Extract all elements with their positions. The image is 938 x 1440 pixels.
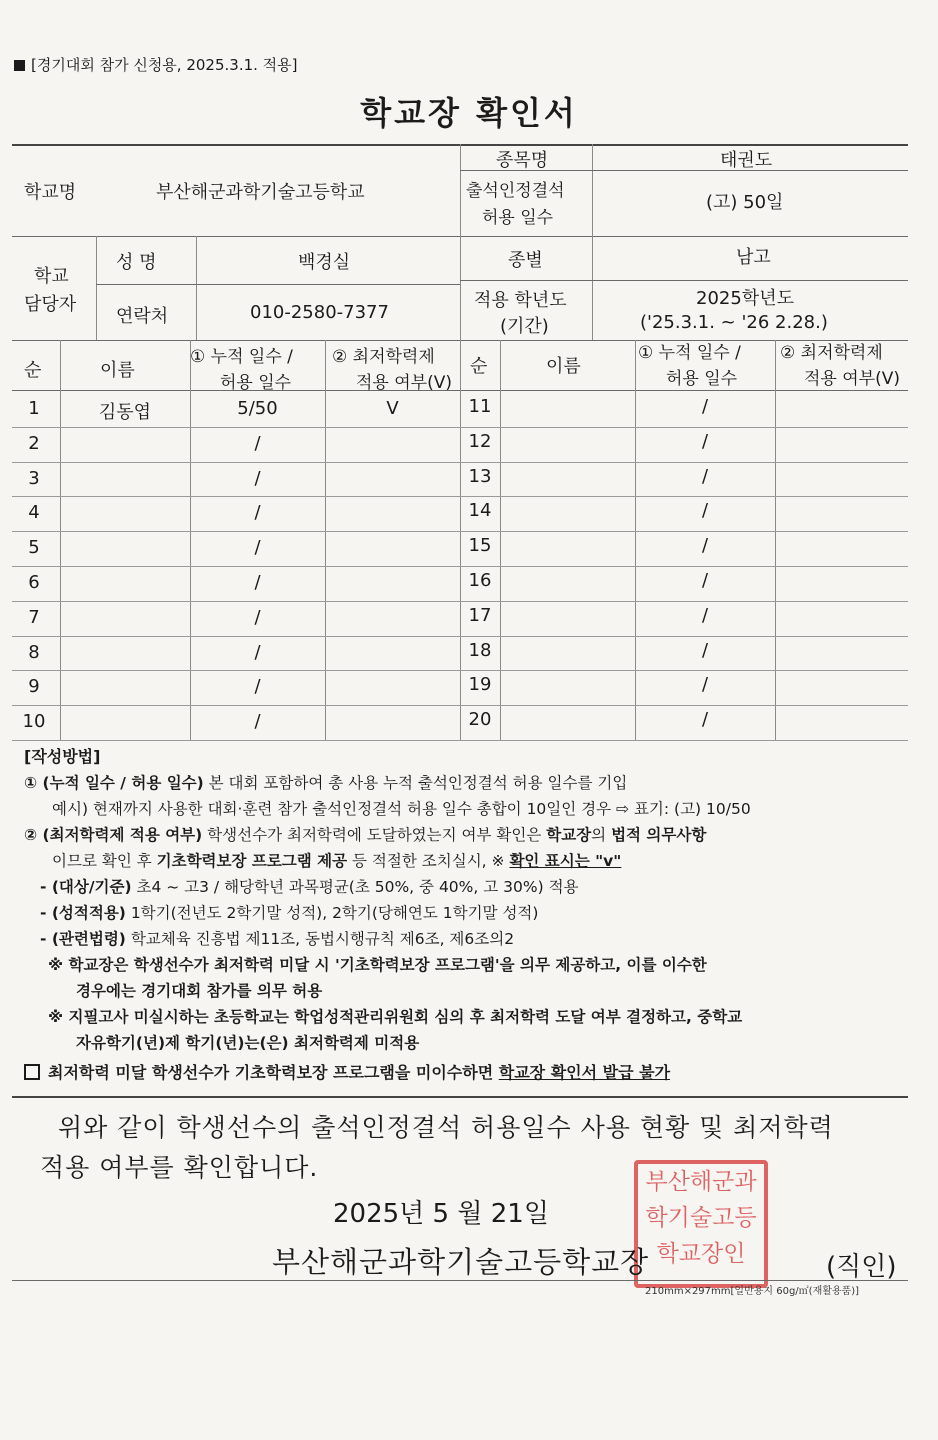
checkbox-icon <box>24 1064 40 1080</box>
days-ratio: / <box>254 676 261 698</box>
note-item: 자유학기(년)제 학기(년)는(은) 최저학력제 미적용 <box>76 1034 420 1052</box>
row-number: 11 <box>468 396 492 417</box>
divider <box>12 1096 908 1098</box>
days-ratio: / <box>701 430 709 452</box>
instructions-block <box>24 744 908 1086</box>
min-standard-check: V <box>386 398 399 419</box>
instructions-heading: [작성방법] <box>24 747 101 766</box>
seal-text: 학교장인 <box>656 1241 746 1267</box>
days-ratio: / <box>254 641 261 663</box>
detail-title: - (관련법령) <box>40 930 126 948</box>
official-seal-stamp <box>634 1160 768 1288</box>
form-header-label: [경기대회 참가 신청용, 2025.3.1. 적용] <box>14 54 298 75</box>
absence-label-2: 허용 일수 <box>482 208 554 228</box>
days-ratio: / <box>701 709 709 731</box>
row-divider <box>12 601 908 602</box>
row-number: 14 <box>468 500 492 522</box>
paper-spec-note: 210mm×297mm[일반용지 60g/㎡(재활용품)] <box>645 1286 860 1297</box>
year-label: 적용 학년도 <box>474 290 567 311</box>
days-ratio: 5/50 <box>237 398 278 419</box>
days-ratio: / <box>254 502 261 524</box>
row-number: 5 <box>28 537 40 559</box>
days-ratio: / <box>254 606 261 628</box>
year-value: 2025학년도 <box>696 288 794 309</box>
row-number: 16 <box>468 570 492 591</box>
row-number: 17 <box>468 604 492 626</box>
days-ratio: / <box>701 500 709 522</box>
school-label: 학교명 <box>24 182 77 203</box>
row-number: 18 <box>468 639 492 661</box>
row-number: 6 <box>28 572 40 593</box>
instruction-item-text: 이므로 확인 후 <box>52 852 157 870</box>
row-number: 12 <box>468 430 492 452</box>
col-min-header: ② 최저학력제 <box>780 343 883 363</box>
absence-label: 출석인정결석 <box>466 181 565 201</box>
days-ratio: / <box>254 467 261 489</box>
days-ratio: / <box>254 432 261 454</box>
divider <box>12 1280 908 1281</box>
row-number: 1 <box>28 398 40 419</box>
school-name: 부산해군과학기술고등학교 <box>156 182 365 203</box>
divider <box>775 340 776 740</box>
manager-label-2: 담당자 <box>24 294 77 315</box>
year-label-2: (기간) <box>500 316 549 337</box>
issue-date: 2025년 5 월 21일 <box>333 1199 549 1229</box>
row-divider <box>12 427 908 428</box>
instruction-example: 예시) 현재까지 사용한 대회·훈련 참가 출석인정결석 허용 일수 총합이 10일인 경우 ⇨ 표기: (고) 10/50 <box>52 800 751 818</box>
document-title: 학교장 확인서 <box>360 94 578 132</box>
divider <box>460 280 908 281</box>
type-value: 남고 <box>736 247 771 268</box>
col-days-header-2: 허용 일수 <box>220 373 292 393</box>
row-divider <box>12 566 908 567</box>
instruction-emphasis: 법적 의무사항 <box>611 826 707 844</box>
detail-item <box>24 926 908 952</box>
note-item: ※ 지필고사 미실시하는 초등학교는 학업성적관리위원회 심의 후 최저학력 도달 여부 결정하고, 중학교 <box>48 1008 743 1026</box>
days-ratio: / <box>701 465 709 487</box>
instruction-emphasis: 확인 표시는 "v" <box>509 852 622 870</box>
seal-text: 부산해군과 <box>645 1169 757 1195</box>
detail-title: - (성적적용) <box>40 904 126 922</box>
contact-label: 연락처 <box>116 306 169 327</box>
divider <box>500 340 501 740</box>
col-name-header: 이름 <box>546 356 581 377</box>
divider <box>460 236 461 340</box>
detail-item <box>24 900 908 926</box>
instruction-item <box>24 822 908 848</box>
row-divider <box>12 670 908 671</box>
divider <box>96 236 97 340</box>
type-label: 종별 <box>508 250 543 271</box>
instruction-emphasis: 학교장 <box>546 826 592 844</box>
warning-note <box>24 1060 908 1086</box>
days-ratio: / <box>254 711 261 733</box>
col-days-header: ① 누적 일수 / <box>638 343 741 363</box>
signer-name: 부산해군과학기술고등학교장 <box>272 1245 650 1279</box>
instruction-item-text: 본 대회 포함하여 총 사용 누적 출석인정결석 허용 일수를 기입 <box>203 774 628 792</box>
days-ratio: / <box>701 674 709 696</box>
col-no-header: 순 <box>470 356 488 377</box>
detail-text: 1학기(전년도 2학기말 성적), 2학기(당해연도 1학기말 성적) <box>125 904 539 922</box>
days-ratio: / <box>701 570 709 591</box>
absence-value: (고) 50일 <box>706 192 784 213</box>
row-number: 4 <box>28 502 40 524</box>
note-item: ※ 학교장은 학생선수가 최저학력 미달 시 '기초학력보장 프로그램'을 의무 제공하고, 이를 이수한 <box>48 956 707 974</box>
instruction-item <box>24 770 908 796</box>
days-ratio: / <box>701 639 709 661</box>
row-number: 20 <box>468 709 492 731</box>
row-number: 7 <box>28 606 40 628</box>
divider <box>460 144 461 236</box>
col-min-header-2: 적용 여부(V) <box>356 373 452 393</box>
note-item: 경우에는 경기대회 참가를 의무 허용 <box>76 982 323 1000</box>
instruction-item-text: 의 <box>591 826 612 844</box>
declaration-line: 위와 같이 학생선수의 출석인정결석 허용일수 사용 현황 및 최저학력 <box>58 1113 834 1142</box>
detail-text: 초4 ~ 고3 / 해당학년 과목평균(초 50%, 중 40%, 고 30%) 적용 <box>131 878 579 896</box>
divider <box>592 236 593 340</box>
name-label: 성 명 <box>116 252 157 273</box>
instruction-emphasis: 기초학력보장 프로그램 제공 <box>156 852 348 870</box>
instruction-item-text: 학생선수가 최저학력에 도달하였는지 여부 확인은 <box>202 826 547 844</box>
row-divider <box>12 462 908 463</box>
seal-note: (직인) <box>826 1252 897 1282</box>
instruction-item-text: 등 적절한 조치실시, ※ <box>347 852 510 870</box>
row-divider <box>12 496 908 497</box>
col-days-header: ① 누적 일수 / <box>190 347 293 367</box>
instruction-item-title: ② (최저학력제 적용 여부) <box>24 826 203 844</box>
row-number: 13 <box>468 465 492 487</box>
declaration-line: 적용 여부를 확인합니다. <box>40 1153 319 1182</box>
year-period: ('25.3.1. ~ '26 2.28.) <box>640 312 828 333</box>
detail-text: 학교체육 진흥법 제11조, 동법시행규칙 제6조, 제6조의2 <box>125 930 515 948</box>
col-days-header-2: 허용 일수 <box>666 369 738 389</box>
instruction-item <box>24 848 908 874</box>
manager-label: 학교 <box>34 266 69 287</box>
days-ratio: / <box>701 396 709 417</box>
row-number: 10 <box>22 711 46 733</box>
days-ratio: / <box>701 535 709 557</box>
seal-text: 학기술고등 <box>645 1205 757 1231</box>
divider <box>96 284 460 285</box>
row-number: 3 <box>28 467 40 489</box>
detail-item <box>24 874 908 900</box>
divider <box>592 144 593 236</box>
days-ratio: / <box>701 604 709 626</box>
row-number: 19 <box>468 674 492 696</box>
row-number: 8 <box>28 641 40 663</box>
warning-emphasis: 학교장 확인서 발급 불가 <box>498 1063 671 1082</box>
row-number: 2 <box>28 432 40 454</box>
square-bullet-icon <box>14 60 25 71</box>
manager-name: 백경실 <box>298 252 351 273</box>
col-no-header: 순 <box>24 360 42 381</box>
col-name-header: 이름 <box>100 360 135 381</box>
detail-title: - (대상/기준) <box>40 878 132 896</box>
instruction-item-title: ① (누적 일수 / 허용 일수) <box>24 774 204 792</box>
col-min-header-2: 적용 여부(V) <box>804 369 900 389</box>
days-ratio: / <box>254 537 261 559</box>
col-min-header: ② 최저학력제 <box>332 347 435 367</box>
contact-value: 010-2580-7377 <box>250 302 389 323</box>
row-divider <box>12 531 908 532</box>
warning-text: 최저학력 미달 학생선수가 기초학력보장 프로그램을 미이수하면 <box>48 1063 499 1082</box>
student-name: 김동엽 <box>98 402 152 423</box>
row-divider <box>12 636 908 637</box>
divider <box>196 236 197 340</box>
row-number: 15 <box>468 535 492 557</box>
row-divider <box>12 740 908 741</box>
days-ratio: / <box>254 572 261 593</box>
row-divider <box>12 705 908 706</box>
event-value: 태권도 <box>720 150 773 171</box>
row-number: 9 <box>28 676 40 698</box>
event-label: 종목명 <box>496 150 549 171</box>
